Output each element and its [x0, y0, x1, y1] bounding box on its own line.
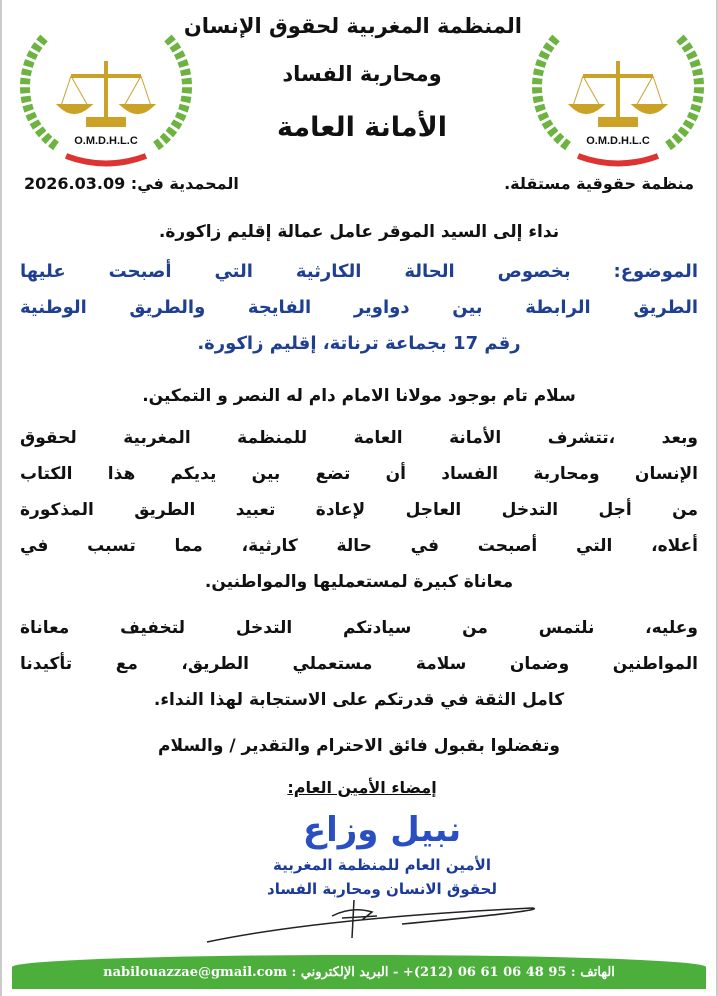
paragraph-line: المواطنين وضمان سلامة مستعملي الطريق، مع تأكيدنا — [20, 654, 698, 674]
signature-label: إمضاء الأمين العام: — [287, 778, 437, 797]
paragraph-line: وبعد ،تتشرف الأمانة العامة للمنظمة المغربية لحقوق — [20, 428, 698, 448]
greeting-text: سلام تام بوجود مولانا الامام دام له النصر و التمكين. — [142, 386, 576, 406]
paragraph-1 — [20, 420, 698, 600]
paragraph-line: معاناة كبيرة لمستعمليها والمواطنين. — [204, 572, 514, 592]
subject-line: الموضوع: بخصوص الحالة الكارثية التي أصبحت عليها — [20, 261, 698, 282]
signatory-name: نبيل وزاع — [302, 810, 462, 850]
paragraph-line: أعلاه، التي أصبحت في حالة كارثية، مما تسبب في — [20, 536, 698, 556]
org-name-line1: المنظمة المغربية لحقوق الإنسان — [183, 14, 522, 38]
place-date: المحمدية في: 2026.03.09 — [24, 174, 239, 193]
logo-abbr: O.M.D.H.L.C — [586, 135, 650, 147]
handwritten-signature — [202, 898, 562, 948]
subject-line: رقم 17 بجماعة ترناتة، إقليم زاكورة. — [197, 333, 521, 354]
paragraph-line: وعليه، نلتمس من سيادتكم التدخل لتخفيف معاناة — [20, 618, 698, 638]
closing-text: وتفضلوا بقبول فائق الاحترام والتقدير / والسلام — [158, 736, 560, 756]
general-secretariat-title: الأمانة العامة — [277, 112, 447, 143]
closing — [20, 728, 698, 764]
signatory-title-line2: لحقوق الانسان ومحاربة الفساد — [267, 880, 497, 898]
org-type: منظمة حقوقية مستقلة. — [504, 174, 694, 193]
org-name-line2: ومحاربة الفساد — [282, 62, 442, 86]
subject-line: الطريق الرابطة بين دواوير الفايجة والطريق الوطنية — [20, 297, 698, 318]
subject — [20, 254, 698, 362]
signatory-title-line1: الأمين العام للمنظمة المغربية — [273, 856, 491, 874]
logo-abbr: O.M.D.H.L.C — [74, 135, 138, 147]
contact-footer: الهاتف : 95 48 06 61 06 (212)+ - البريد الإلكتروني : nabilouazzae@gmail.com — [12, 955, 706, 989]
organization-logo — [528, 6, 708, 168]
greeting — [20, 378, 698, 414]
paragraph-line: من أجل التدخل العاجل لإعادة تعبيد الطريق المذكورة — [20, 500, 698, 520]
addressee-text: نداء إلى السيد الموقر عامل عمالة إقليم زاكورة. — [158, 222, 560, 242]
organization-logo — [16, 6, 196, 168]
paragraph-2 — [20, 610, 698, 718]
paragraph-line: الإنسان ومحاربة الفساد أن تضع بين يديكم هذا الكتاب — [20, 464, 698, 484]
paragraph-line: كامل الثقة في قدرتكم على الاستجابة لهذا النداء. — [153, 690, 565, 710]
signature-stamp — [202, 810, 562, 945]
addressee — [20, 214, 698, 250]
